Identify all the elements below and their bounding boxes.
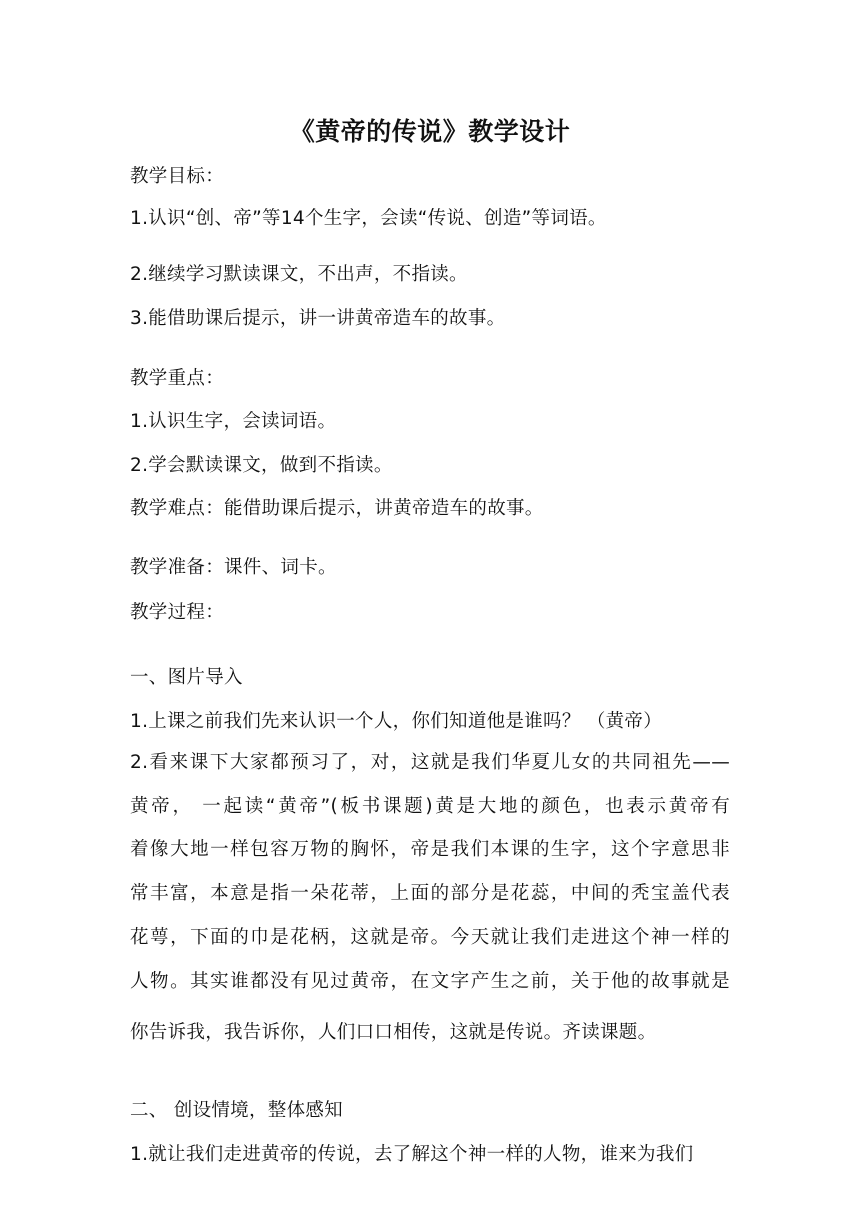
key-points-heading: 教学重点： <box>130 368 225 389</box>
paragraph-line: 花萼，下面的巾是花柄，这就是帝。今天就让我们走进这个神一样的 <box>130 926 730 948</box>
key-point-item-1: 1.认识生字，会读词语。 <box>130 411 337 432</box>
section1-item-2 <box>130 741 730 1055</box>
paragraph-line: 你告诉我，我告诉你，人们口口相传，这就是传说。齐读课题。 <box>130 1022 657 1044</box>
paragraph-line: 人物。其实谁都没有见过黄帝，在文字产生之前，关于他的故事就是 <box>130 970 730 992</box>
paragraph-line: 黄帝， 一起读“黄帝”(板书课题)黄是大地的颜色，也表示黄帝有 <box>130 795 730 817</box>
paragraph-line: 2.看来课下大家都预习了，对，这就是我们华夏儿女的共同祖先—— <box>130 752 730 773</box>
paragraph-line: 着像大地一样包容万物的胸怀，帝是我们本课的生字，这个字意思非 <box>130 839 730 861</box>
section1-item-1: 1.上课之前我们先来认识一个人，你们知道他是谁吗？ （黄帝） <box>130 711 663 732</box>
objective-item-2: 2.继续学习默读课文，不出声，不指读。 <box>130 264 468 285</box>
preparation-line: 教学准备：课件、词卡。 <box>130 557 337 578</box>
objective-item-1: 1.认识“创、帝”等14个生字，会读“传说、创造”等词语。 <box>130 208 607 229</box>
section1-heading: 一、图片导入 <box>130 667 243 688</box>
process-heading: 教学过程： <box>130 602 225 623</box>
difficulty-line: 教学难点：能借助课后提示，讲黄帝造车的故事。 <box>130 498 544 519</box>
objectives-heading: 教学目标： <box>130 166 225 187</box>
paragraph-line: 常丰富，本意是指一朵花蒂，上面的部分是花蕊，中间的秃宝盖代表 <box>130 883 730 905</box>
objective-item-3: 3.能借助课后提示，讲一讲黄帝造车的故事。 <box>130 308 506 329</box>
section2-item-1: 1.就让我们走进黄帝的传说，去了解这个神一样的人物，谁来为我们 <box>130 1144 694 1165</box>
key-point-item-2: 2.学会默读课文，做到不指读。 <box>130 455 393 476</box>
section2-heading: 二、 创设情境，整体感知 <box>130 1100 343 1121</box>
document-title: 《黄帝的传说》教学设计 <box>289 117 571 146</box>
